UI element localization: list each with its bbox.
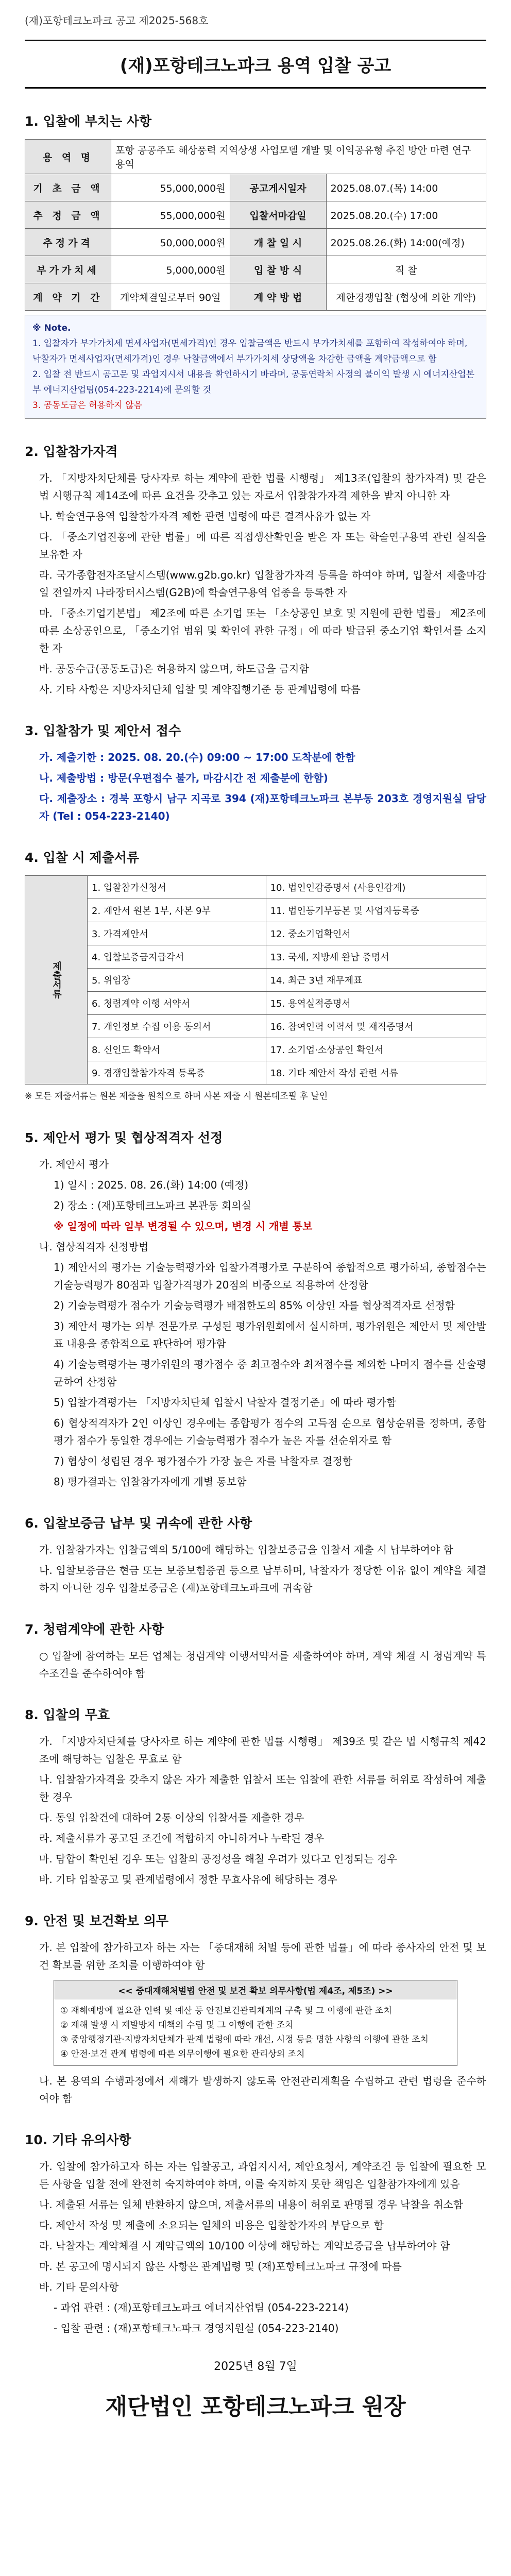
documents-table bbox=[25, 875, 486, 1084]
paragraph: - 입찰 관련 : (재)포항테크노파크 경영지원실 (054-223-2140) bbox=[54, 2322, 339, 2334]
table-header-cell: 공고게시일자 bbox=[230, 174, 326, 201]
paragraph: 2) 장소 : (재)포항테크노파크 본관동 회의실 bbox=[54, 1199, 251, 1212]
notice-heading: ※ Note. bbox=[32, 323, 71, 333]
paragraph: 나. 제출된 서류는 일체 반환하지 않으며, 제출서류의 내용이 허위로 판명될 경우 낙찰을 취소함 bbox=[39, 2198, 464, 2211]
paragraph: 4) 기술능력평가는 평가위원의 평가점수 중 최고점수와 최저점수를 제외한 나머지 점수를 산술평균하여 산정함 bbox=[54, 1358, 486, 1388]
table-cell: 11. 법인등기부등본 및 사업자등록증 bbox=[266, 899, 486, 922]
section-title: 2. 입찰참가자격 bbox=[25, 444, 118, 459]
table-cell: 55,000,000원 bbox=[111, 201, 230, 229]
list-item: ③ 중앙행정기관·지방자치단체가 관계 법령에 따라 개선, 시정 등을 명한 사항의 이행에 관한 조치 bbox=[60, 2035, 429, 2045]
table-cell: 12. 중소기업확인서 bbox=[266, 922, 486, 945]
section-invalid-bids bbox=[25, 1705, 486, 1888]
table-cell: 7. 개인정보 수집 이용 동의서 bbox=[88, 1015, 266, 1038]
table-cell: 55,000,000원 bbox=[111, 174, 230, 201]
paragraph: 다. 동일 입찰건에 대하여 2통 이상의 입찰서를 제출한 경우 bbox=[39, 1811, 304, 1824]
paragraph: 가. 「지방자치단체를 당사자로 하는 계약에 관한 법률 시행령」 제13조(입찰의 참가자격) 및 같은 법 시행규칙 제14조에 따른 요건을 갖추고 있는 자로서 입찰참가자격 제한을 받지 아니한 자 bbox=[39, 472, 486, 502]
section-title: 9. 안전 및 보건확보 의무 bbox=[25, 1913, 169, 1928]
page-title: (재)포항테크노파크 용역 입찰 공고 bbox=[25, 40, 486, 89]
section-bid-overview bbox=[25, 111, 486, 419]
section-evaluation bbox=[25, 1128, 486, 1490]
section-title: 1. 입찰에 부치는 사항 bbox=[25, 114, 152, 129]
table-cell: 3. 가격제안서 bbox=[88, 922, 266, 945]
paragraph: 6) 협상적격자가 2인 이상인 경우에는 종합평가 점수의 고득점 순으로 협상순위를 정하며, 종합평가 점수가 동일한 경우에는 기술능력평가 점수가 높은 자를 선순위자로 함 bbox=[54, 1417, 486, 1447]
paragraph: ※ 일정에 따라 일부 변경될 수 있으며, 변경 시 개별 통보 bbox=[54, 1220, 313, 1232]
table-cell: 2. 제안서 원본 1부, 사본 9부 bbox=[88, 899, 266, 922]
table-cell: 18. 기타 제안서 작성 관련 서류 bbox=[266, 1061, 486, 1084]
table-row bbox=[25, 1015, 486, 1038]
table-row bbox=[25, 945, 486, 969]
paragraph: 라. 국가종합전자조달시스템(www.g2b.go.kr) 입찰참가자격 등록을 하여야 하며, 입찰서 제출마감일 전일까지 나라장터시스템(G2B)에 학술연구용역 업종을 등록한 자 bbox=[39, 569, 486, 599]
section-title: 8. 입찰의 무효 bbox=[25, 1707, 110, 1722]
paragraph: 라. 제출서류가 공고된 조건에 적합하지 아니하거나 누락된 경우 bbox=[39, 1832, 325, 1844]
section-title: 6. 입찰보증금 납부 및 귀속에 관한 사항 bbox=[25, 1516, 252, 1531]
table-header-cell: 입찰서마감일 bbox=[230, 201, 326, 229]
table-row bbox=[25, 1038, 486, 1061]
table-row bbox=[25, 140, 486, 174]
issuer-signature: 재단법인 포항테크노파크 원장 bbox=[105, 2394, 406, 2420]
paragraph: ○ 입찰에 참여하는 모든 업체는 청렴계약 이행서약서를 제출하여야 하며, 계약 체결 시 청렴계약 특수조건을 준수하여야 함 bbox=[39, 1650, 486, 1680]
submission-method: 나. 제출방법 : 방문(우편접수 불가, 마감시간 전 제출분에 한함) bbox=[39, 772, 328, 784]
paragraph: 가. 입찰참가자는 입찰금액의 5/100에 해당하는 입찰보증금을 입찰서 제출 시 납부하여야 함 bbox=[39, 1544, 453, 1556]
section-documents bbox=[25, 848, 486, 1105]
box-body bbox=[54, 1999, 457, 2065]
paragraph: 5) 입찰가격평가는 「지방자치단체 입찰시 낙찰자 결정기준」에 따라 평가함 bbox=[54, 1396, 397, 1409]
table-row bbox=[25, 969, 486, 992]
table-row bbox=[25, 201, 486, 229]
table-cell: 8. 신인도 확약서 bbox=[88, 1038, 266, 1061]
notice-box bbox=[25, 315, 486, 419]
table-cell: 1. 입찰참가신청서 bbox=[88, 876, 266, 899]
paragraph: 가. 제안서 평가 bbox=[39, 1158, 109, 1171]
table-row bbox=[25, 899, 486, 922]
section-title: 3. 입찰참가 및 제안서 접수 bbox=[25, 723, 181, 738]
table-header-cell: 입 찰 방 식 bbox=[230, 256, 326, 283]
table-cell: 10. 법인인감증명서 (사용인감계) bbox=[266, 876, 486, 899]
table-cell: 16. 참여인력 이력서 및 재직증명서 bbox=[266, 1015, 486, 1038]
paragraph: 가. 입찰에 참가하고자 하는 자는 입찰공고, 과업지시서, 제안요청서, 계약조건 등 입찰에 필요한 모든 사항을 입찰 전에 완전히 숙지하여야 하며, 이를 숙지하지 못한 책임은 입찰참가자에게 있음 bbox=[39, 2160, 486, 2190]
paragraph: 사. 기타 사항은 지방자치단체 입찰 및 계약집행기준 등 관계법령에 따름 bbox=[39, 683, 361, 696]
notice-item: 2. 입찰 전 반드시 공고문 및 과업지시서 내용을 확인하시기 바라며, 공동연락처 사정의 불이익 발생 시 에너지산업본부 에너지산업팀(054-223-2214)에 문의할 것 bbox=[32, 369, 475, 395]
table-cell: 5,000,000원 bbox=[111, 256, 230, 283]
table-header-cell: 추 정 금 액 bbox=[25, 201, 111, 229]
table-header-cell: 기 초 금 액 bbox=[25, 174, 111, 201]
paragraph: 3) 제안서 평가는 외부 전문가로 구성된 평가위원회에서 실시하며, 평가위원은 제안서 및 제안발표 내용을 종합적으로 판단하여 평가함 bbox=[54, 1320, 486, 1350]
table-footnote: ※ 모든 제출서류는 원본 제출을 원칙으로 하며 사본 제출 시 원본대조필 후 날인 bbox=[25, 1091, 328, 1101]
notice-item: 3. 공동도급은 허용하지 않음 bbox=[32, 400, 143, 411]
table-cell: 17. 소기업·소상공인 확인서 bbox=[266, 1038, 486, 1061]
notice-item: 1. 입찰자가 부가가치세 면세사업자(면세가격)인 경우 입찰금액은 반드시 부가가치세를 포함하여 작성하여야 하며, 낙찰자가 면세사업자(면세가격)인 경우 낙찰금액에서 부가가치세 상당액을 차감한 금액을 계약금액으로 함 bbox=[32, 338, 468, 364]
paragraph: 1) 일시 : 2025. 08. 26.(화) 14:00 (예정) bbox=[54, 1179, 249, 1191]
table-cell: 5. 위임장 bbox=[88, 969, 266, 992]
table-header-cell: 추정가격 bbox=[25, 229, 111, 256]
section-eligibility bbox=[25, 442, 486, 698]
table-row bbox=[25, 229, 486, 256]
bid-overview-table bbox=[25, 139, 486, 311]
section-integrity bbox=[25, 1619, 486, 1682]
section-other-notes bbox=[25, 2130, 486, 2337]
paragraph: 바. 기타 문의사항 bbox=[39, 2281, 119, 2293]
list-item: ② 재해 발생 시 재발방지 대책의 수립 및 그 이행에 관한 조치 bbox=[60, 2020, 294, 2030]
safety-obligations-box bbox=[54, 1980, 457, 2066]
paragraph: 7) 협상이 성립된 경우 평가점수가 가장 높은 자를 낙찰자로 결정함 bbox=[54, 1455, 353, 1467]
table-row bbox=[25, 992, 486, 1015]
table-row bbox=[25, 922, 486, 945]
table-row bbox=[25, 1061, 486, 1084]
paragraph: 2) 기술능력평가 점수가 기술능력평가 배점한도의 85% 이상인 자를 협상적격자로 선정함 bbox=[54, 1299, 455, 1312]
table-cell: 포항 공공주도 해상풍력 지역상생 사업모델 개발 및 이익공유형 추진 방안 마련 연구 용역 bbox=[111, 140, 486, 174]
issue-date: 2025년 8월 7일 bbox=[214, 2360, 297, 2373]
paragraph: 마. 본 공고에 명시되지 않은 사항은 관계법령 및 (재)포항테크노파크 규정에 따름 bbox=[39, 2260, 402, 2273]
table-cell: 15. 용역실적증명서 bbox=[266, 992, 486, 1015]
list-item: ④ 안전·보건 관계 법령에 따른 의무이행에 필요한 관리상의 조치 bbox=[60, 2049, 305, 2059]
section-title: 4. 입찰 시 제출서류 bbox=[25, 850, 140, 865]
section-safety bbox=[25, 1911, 486, 2107]
submission-deadline: 가. 제출기한 : 2025. 08. 20.(수) 09:00 ~ 17:00 도착분에 한함 bbox=[39, 751, 355, 764]
paragraph: 마. 「중소기업기본법」 제2조에 따른 소기업 또는 「소상공인 보호 및 지원에 관한 법률」 제2조에 따른 소상공인으로, 「중소기업 범위 및 확인에 관한 규정」에 따라 발급된 중소기업 확인서를 소지한 자 bbox=[39, 607, 486, 654]
table-cell: 2025.08.26.(화) 14:00(예정) bbox=[326, 229, 486, 256]
box-heading: << 중대재해처벌법 안전 및 보건 확보 의무사항(법 제4조, 제5조) >> bbox=[54, 1980, 457, 1999]
table-cell: 제한경쟁입찰 (협상에 의한 계약) bbox=[326, 283, 486, 311]
table-header-cell: 계 약 기 간 bbox=[25, 283, 111, 311]
document-number: (재)포항테크노파크 공고 제2025-568호 bbox=[25, 14, 209, 27]
paragraph: 나. 입찰참가자격을 갖추지 않은 자가 제출한 입찰서 또는 입찰에 관한 서류를 허위로 작성하여 제출한 경우 bbox=[39, 1773, 486, 1803]
table-cell: 14. 최근 3년 재무제표 bbox=[266, 969, 486, 992]
table-row bbox=[25, 876, 486, 899]
table-cell: 4. 입찰보증금지급각서 bbox=[88, 945, 266, 969]
section-submission bbox=[25, 721, 486, 825]
paragraph: 1) 제안서의 평가는 기술능력평가와 입찰가격평가로 구분하여 종합적으로 평가하되, 종합점수는 기술능력평가 80점과 입찰가격평가 20점의 비중으로 적용하여 산정함 bbox=[54, 1261, 486, 1291]
table-cell: 13. 국세, 지방세 완납 증명서 bbox=[266, 945, 486, 969]
submission-place: 다. 제출장소 : 경북 포항시 남구 지곡로 394 (재)포항테크노파크 본부동 203호 경영지원실 담당자 (Tel : 054-223-2140) bbox=[39, 792, 486, 822]
table-cell: 직 찰 bbox=[326, 256, 486, 283]
table-cell: 50,000,000원 bbox=[111, 229, 230, 256]
paragraph: 가. 본 입찰에 참가하고자 하는 자는 「중대재해 처벌 등에 관한 법률」에 따라 종사자의 안전 및 보건 확보를 위한 조치를 이행하여야 함 bbox=[39, 1941, 486, 1971]
paragraph: 8) 평가결과는 입찰참가자에게 개별 통보함 bbox=[54, 1476, 247, 1488]
table-cell: 9. 경쟁입찰참가자격 등록증 bbox=[88, 1061, 266, 1084]
table-header-cell: 계 약 방 법 bbox=[230, 283, 326, 311]
table-side-header: 제출서류 bbox=[25, 876, 88, 1084]
paragraph: 나. 입찰보증금은 현금 또는 보증보험증권 등으로 납부하며, 낙찰자가 정당한 이유 없이 계약을 체결하지 아니한 경우 입찰보증금은 (재)포항테크노파크에 귀속함 bbox=[39, 1564, 486, 1594]
table-cell: 계약체결일로부터 90일 bbox=[111, 283, 230, 311]
paragraph: 다. 제안서 작성 및 제출에 소요되는 일체의 비용은 입찰참가자의 부담으로 함 bbox=[39, 2219, 384, 2231]
table-cell: 2025.08.20.(수) 17:00 bbox=[326, 201, 486, 229]
paragraph: 다. 「중소기업진흥에 관한 법률」에 따른 직접생산확인을 받은 자 또는 학술연구용역 관련 실적을 보유한 자 bbox=[39, 531, 486, 561]
table-header-cell: 용 역 명 bbox=[25, 140, 111, 174]
section-title: 10. 기타 유의사항 bbox=[25, 2132, 131, 2147]
paragraph: 라. 낙찰자는 계약체결 시 계약금액의 10/100 이상에 해당하는 계약보증금을 납부하여야 함 bbox=[39, 2240, 450, 2252]
table-cell: 6. 청렴계약 이행 서약서 bbox=[88, 992, 266, 1015]
table-row bbox=[25, 174, 486, 201]
section-title: 7. 청렴계약에 관한 사항 bbox=[25, 1622, 164, 1637]
paragraph: 가. 「지방자치단체를 당사자로 하는 계약에 관한 법률 시행령」 제39조 및 같은 법 시행규칙 제42조에 해당하는 입찰은 무효로 함 bbox=[39, 1735, 486, 1765]
paragraph: 나. 본 용역의 수행과정에서 재해가 발생하지 않도록 안전관리계획을 수립하고 관련 법령을 준수하여야 함 bbox=[39, 2075, 486, 2105]
paragraph: - 과업 관련 : (재)포항테크노파크 에너지산업팀 (054-223-2214) bbox=[54, 2301, 349, 2314]
section-deposit bbox=[25, 1513, 486, 1597]
table-header-cell: 부가가치세 bbox=[25, 256, 111, 283]
section-title: 5. 제안서 평가 및 협상적격자 선정 bbox=[25, 1130, 223, 1145]
list-item: ① 재해예방에 필요한 인력 및 예산 등 안전보건관리체계의 구축 및 그 이행에 관한 조치 bbox=[60, 2006, 392, 2016]
table-row bbox=[25, 256, 486, 283]
paragraph: 나. 학술연구용역 입찰참가자격 제한 관련 법령에 따른 결격사유가 없는 자 bbox=[39, 510, 371, 522]
paragraph: 마. 담합이 확인된 경우 또는 입찰의 공정성을 해칠 우려가 있다고 인정되는 경우 bbox=[39, 1853, 397, 1865]
paragraph: 바. 기타 입찰공고 및 관계법령에서 정한 무효사유에 해당하는 경우 bbox=[39, 1873, 337, 1886]
table-header-cell: 개 찰 일 시 bbox=[230, 229, 326, 256]
paragraph: 나. 협상적격자 선정방법 bbox=[39, 1241, 149, 1253]
paragraph: 바. 공동수급(공동도급)은 허용하지 않으며, 하도급을 금지함 bbox=[39, 663, 309, 675]
table-row bbox=[25, 283, 486, 311]
table-cell: 2025.08.07.(목) 14:00 bbox=[326, 174, 486, 201]
